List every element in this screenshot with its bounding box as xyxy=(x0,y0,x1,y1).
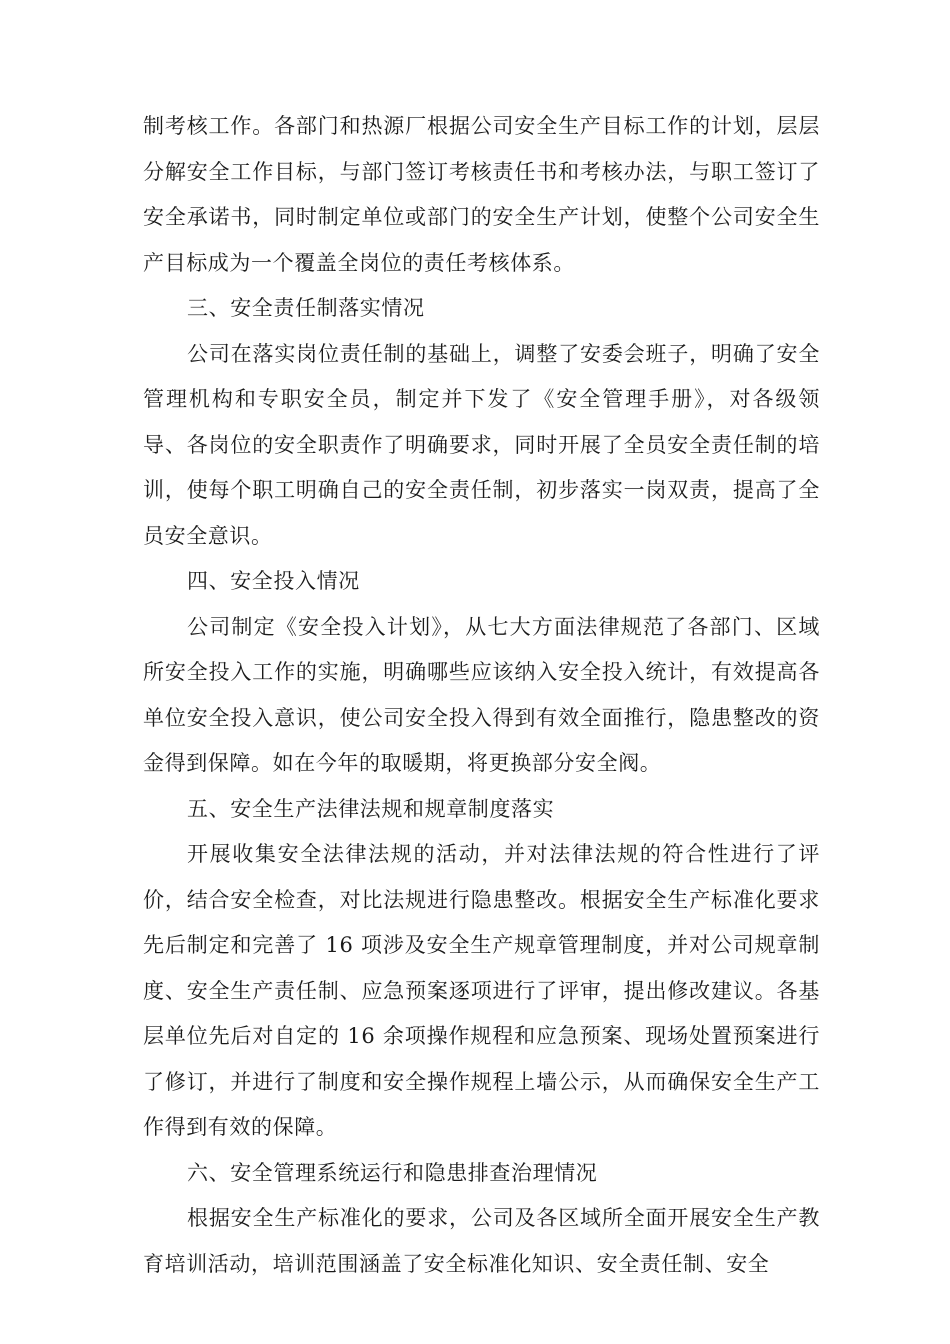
section-heading-4: 四、安全投入情况 xyxy=(187,569,360,593)
paragraph: 公司在落实岗位责任制的基础上，调整了安委会班子，明确了安全管理机构和专职安全员，制定并下发了《安全管理手册》，对各级领导、各岗位的安全职责作了明确要求，同时开展了全员安全责任制的培训，使每个职工明确自己的安全责任制，初步落实一岗双责，提高了全员安全意识。 xyxy=(143,341,820,548)
paragraph: 开展收集安全法律法规的活动，并对法律法规的符合性进行了评价，结合安全检查，对比法规进行隐患整改。根据安全生产标准化要求先后制定和完善了 16 项涉及安全生产规章管理制度，并对公司规章制度、安全生产责任制、应急预案逐项进行了评审，提出修改建议。各基层单位先后对自定的 16 余项操作规程和应急预案、现场处置预案进行了修订，并进行了制度和安全操作规程上墙公示，从而确保安全生产工作得到有效的保障。 xyxy=(143,842,820,1139)
section-heading-5: 五、安全生产法律法规和规章制度落实 xyxy=(187,796,555,821)
paragraph-continuation: 制考核工作。各部门和热源厂根据公司安全生产目标工作的计划，层层分解安全工作目标，与部门签订考核责任书和考核办法，与职工签订了安全承诺书，同时制定单位或部门的安全生产计划，使整个公司安全生产目标成为一个覆盖全岗位的责任考核体系。 xyxy=(143,114,820,275)
paragraph: 根据安全生产标准化的要求，公司及各区域所全面开展安全生产教育培训活动，培训范围涵盖了安全标准化知识、安全责任制、安全 xyxy=(143,1206,820,1276)
section-heading-6: 六、安全管理系统运行和隐患排查治理情况 xyxy=(187,1160,598,1185)
paragraph: 公司制定《安全投入计划》，从七大方面法律规范了各部门、区域所安全投入工作的实施，明确哪些应该纳入安全投入统计，有效提高各单位安全投入意识，使公司安全投入得到有效全面推行，隐患整改的资金得到保障。如在今年的取暖期，将更换部分安全阀。 xyxy=(143,614,820,775)
document-body xyxy=(143,104,820,1287)
section-heading-3: 三、安全责任制落实情况 xyxy=(187,296,425,320)
